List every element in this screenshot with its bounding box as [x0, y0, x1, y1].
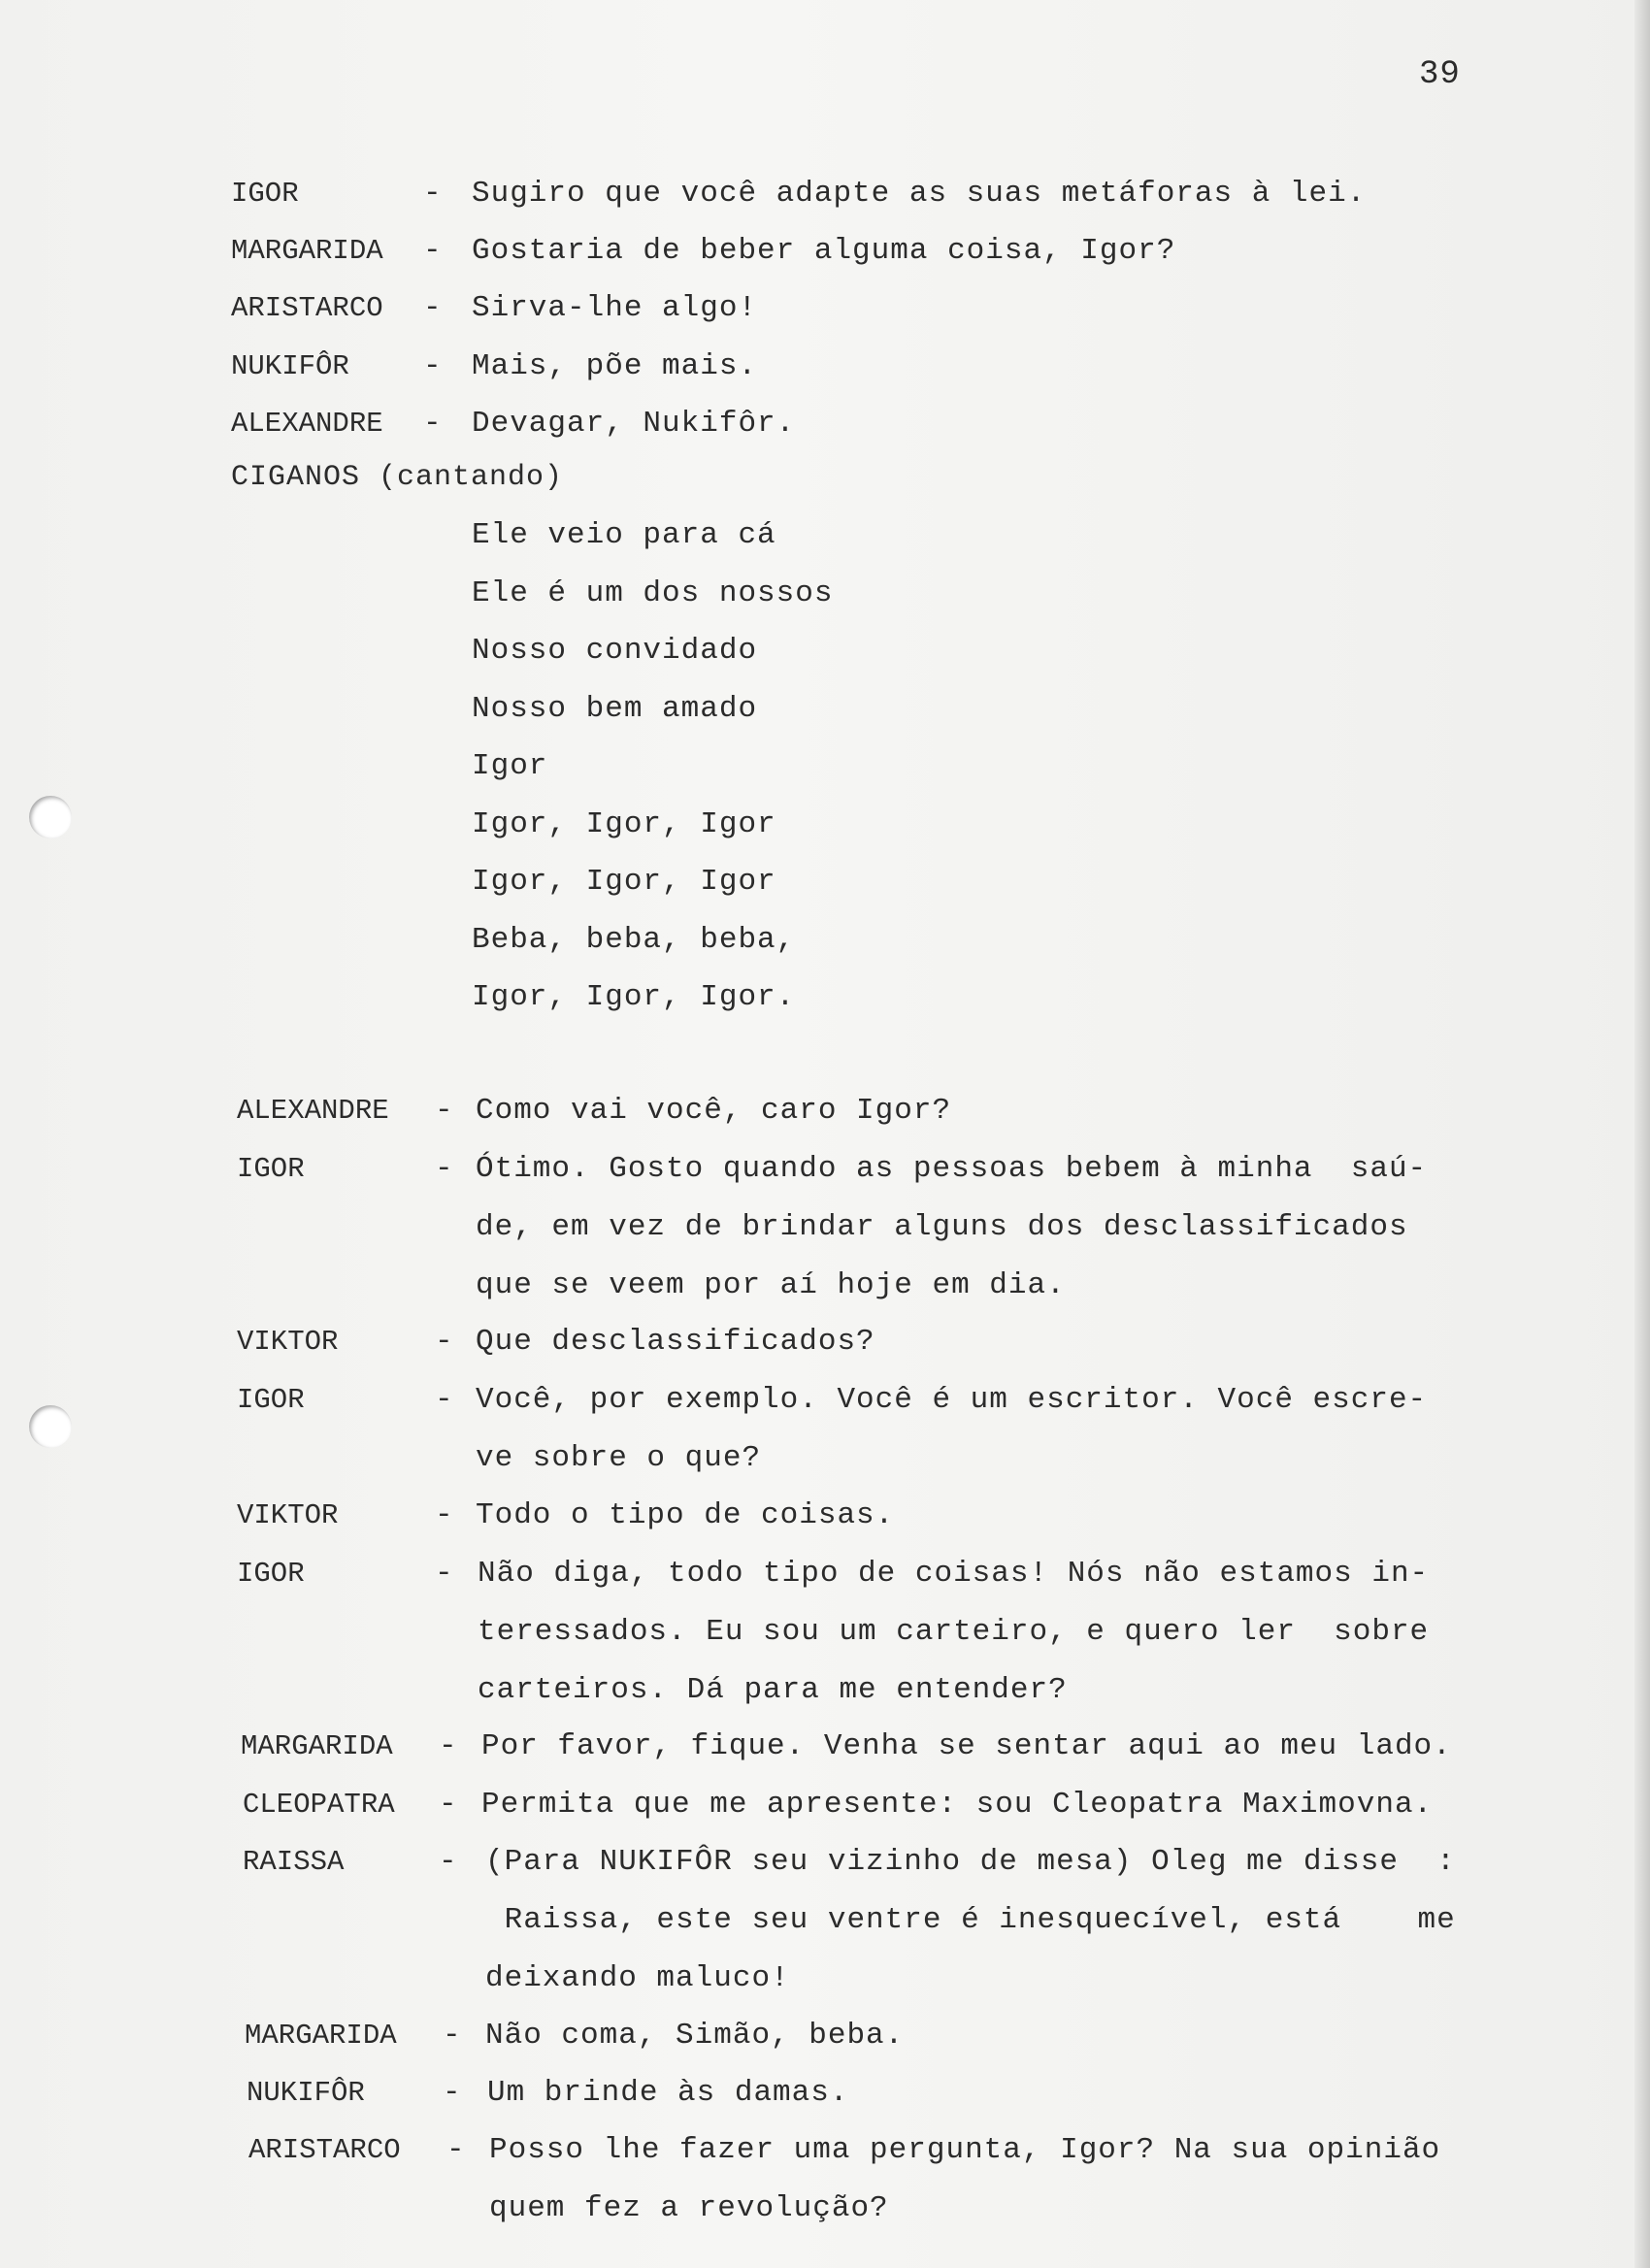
speaker-dash: - [435, 1152, 454, 1186]
dialogue-text: Não diga, todo tipo de coisas! Nós não estamos in- [478, 1557, 1430, 1591]
speaker-name: ALEXANDRE [237, 1095, 389, 1127]
dialogue-line [231, 403, 1493, 445]
speaker-name: MARGARIDA [245, 2020, 397, 2052]
speaker-name: ARISTARCO [248, 2134, 401, 2166]
speaker-name: CLEOPATRA [243, 1789, 395, 1821]
speaker-dash: - [435, 1557, 454, 1591]
dialogue-text: Mais, põe mais. [472, 349, 758, 383]
speaker-name: ALEXANDRE [231, 408, 383, 440]
speaker-name: IGOR [237, 1558, 305, 1590]
punch-hole-top [29, 796, 72, 838]
song-line: Igor, Igor, Igor [472, 806, 776, 841]
dialogue-text: deixando maluco! [485, 1961, 790, 1995]
song-line: Ele veio para cá [472, 518, 776, 552]
speaker-name: VIKTOR [237, 1499, 339, 1531]
speaker-dash: - [423, 407, 442, 441]
song-line: Igor, Igor, Igor [472, 865, 776, 899]
speaker-dash: - [446, 2133, 466, 2167]
speaker-name: ARISTARCO [231, 292, 383, 324]
speaker-dash: - [439, 1845, 458, 1879]
speaker-name: NUKIFÔR [231, 350, 349, 382]
punch-hole-bottom [29, 1405, 72, 1448]
dialogue-text: Como vai você, caro Igor? [476, 1094, 952, 1128]
dialogue-text: Todo o tipo de coisas. [476, 1498, 895, 1532]
dialogue-line [231, 345, 1493, 388]
speaker-dash: - [423, 349, 442, 383]
dialogue-text: Um brinde às damas. [487, 2076, 849, 2110]
dialogue-text: Posso lhe fazer uma pergunta, Igor? Na sua opinião [489, 2133, 1441, 2167]
speaker-dash: - [439, 1729, 458, 1763]
dialogue-text: Você, por exemplo. Você é um escritor. Você escre- [476, 1383, 1428, 1417]
speaker-dash: - [435, 1498, 454, 1532]
dialogue-text: Raissa, este seu ventre é inesquecível, está me [485, 1903, 1456, 1937]
dialogue-text: que se veem por aí hoje em dia. [476, 1268, 1066, 1302]
dialogue-line [231, 287, 1493, 330]
speaker-dash: - [443, 2019, 462, 2053]
speaker-name: IGOR [237, 1153, 305, 1185]
speaker-name: MARGARIDA [231, 235, 383, 267]
song-line: Beba, beba, beba, [472, 922, 796, 957]
dialogue-text: Que desclassificados? [476, 1325, 875, 1359]
speaker-dash: - [423, 291, 442, 325]
dialogue-text: (Para NUKIFÔR seu vizinho de mesa) Oleg me disse : [485, 1845, 1456, 1879]
speaker-name: VIKTOR [237, 1326, 339, 1358]
speaker-dash: - [435, 1094, 454, 1128]
dialogue-text: Gostaria de beber alguma coisa, Igor? [472, 234, 1176, 268]
dialogue-text: carteiros. Dá para me entender? [478, 1673, 1068, 1707]
page-number: 39 [1419, 56, 1461, 93]
song-line: Nosso convidado [472, 634, 758, 668]
dialogue-text: Permita que me apresente: sou Cleopatra Maximovna. [481, 1788, 1434, 1822]
speaker-dash: - [423, 234, 442, 268]
dialogue-text: teressados. Eu sou um carteiro, e quero ler sobre [478, 1615, 1430, 1649]
speaker-name: NUKIFÔR [247, 2077, 365, 2109]
dialogue-text: Por favor, fique. Venha se sentar aqui ao meu lado. [481, 1729, 1452, 1763]
dialogue-text: Sirva-lhe algo! [472, 291, 758, 325]
song-heading: CIGANOS (cantando) [231, 461, 564, 494]
dialogue-line [231, 230, 1493, 273]
song-line: Igor [472, 749, 548, 783]
dialogue-text: Sugiro que você adapte as suas metáforas à lei. [472, 177, 1367, 211]
speaker-name: IGOR [231, 178, 299, 210]
speaker-name: RAISSA [243, 1846, 345, 1878]
dialogue-text: Não coma, Simão, beba. [485, 2019, 905, 2053]
speaker-dash: - [423, 177, 442, 211]
speaker-dash: - [435, 1383, 454, 1417]
speaker-dash: - [443, 2076, 462, 2110]
song-line: Nosso bem amado [472, 691, 758, 726]
song-line: Ele é um dos nossos [472, 575, 834, 610]
speaker-name: MARGARIDA [241, 1730, 393, 1762]
dialogue-text: de, em vez de brindar alguns dos desclassificados [476, 1210, 1408, 1244]
speaker-dash: - [435, 1325, 454, 1359]
page-edge-shadow [1634, 0, 1650, 2268]
dialogue-text: ve sobre o que? [476, 1441, 762, 1475]
song-line: Igor, Igor, Igor. [472, 980, 796, 1014]
dialogue-text: Devagar, Nukifôr. [472, 407, 796, 441]
speaker-dash: - [439, 1788, 458, 1822]
speaker-name: IGOR [237, 1384, 305, 1416]
dialogue-line [231, 173, 1493, 215]
dialogue-text: Ótimo. Gosto quando as pessoas bebem à minha saú- [476, 1152, 1428, 1186]
dialogue-text: quem fez a revolução? [489, 2191, 889, 2225]
